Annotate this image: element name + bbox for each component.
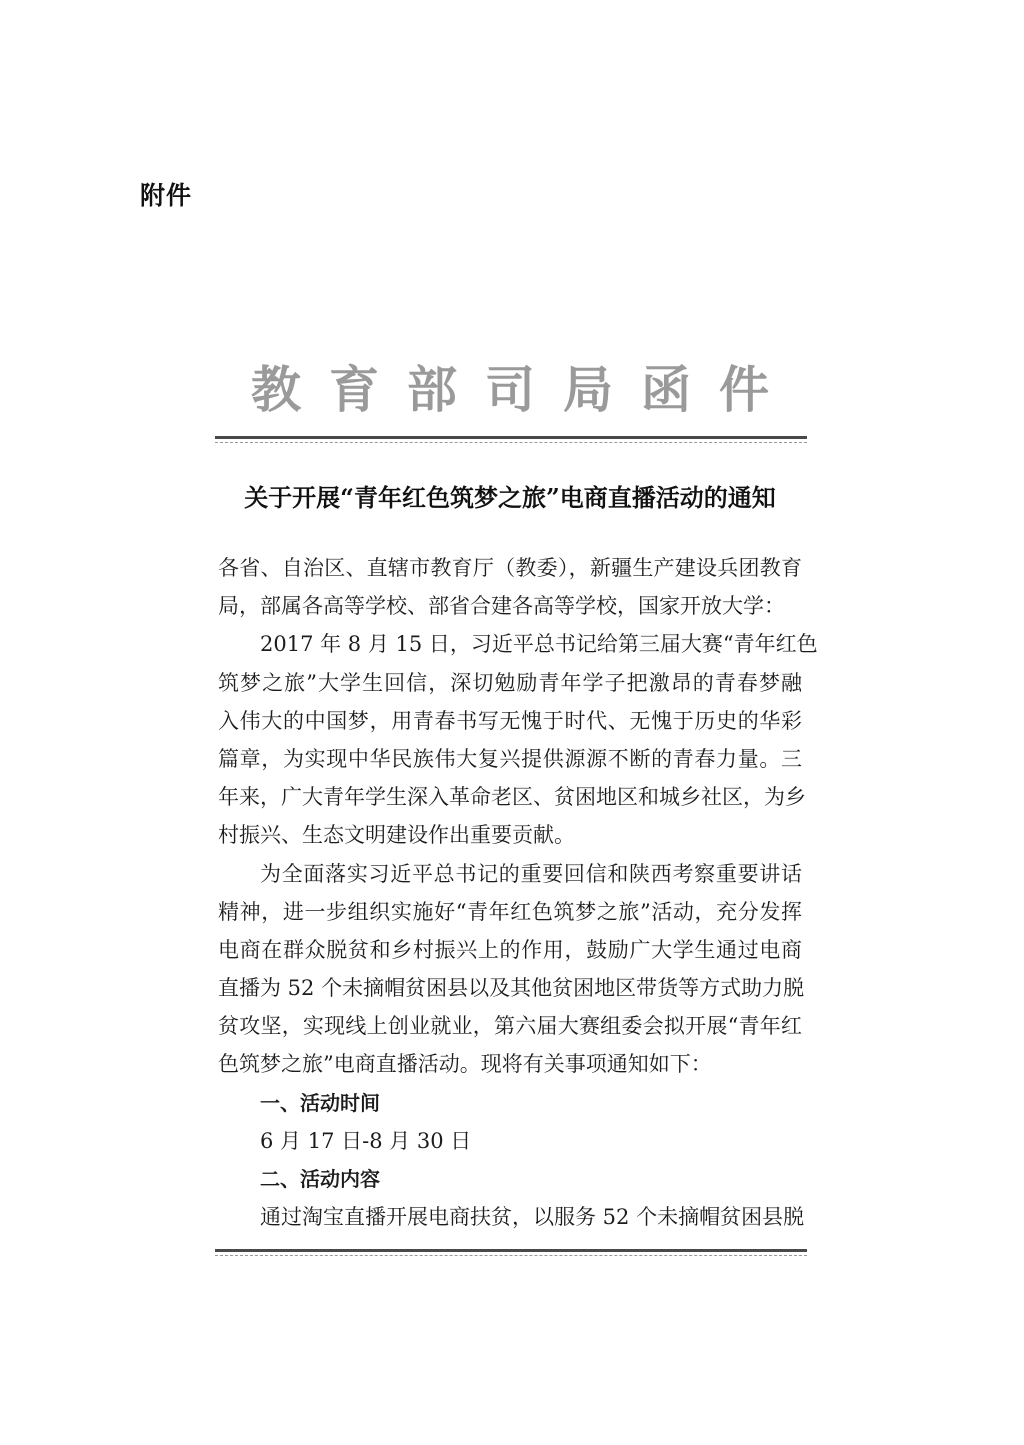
body-line: 贫攻坚，实现线上创业就业，第六届大赛组委会拟开展“青年红	[218, 1014, 802, 1039]
body-line: 电商在群众脱贫和乡村振兴上的作用，鼓励广大学生通过电商	[218, 937, 802, 962]
section-heading: 二、活动内容	[260, 1167, 380, 1191]
header-divider	[215, 436, 807, 439]
body-line: 年来，广大青年学生深入革命老区、贫困地区和城乡社区，为乡	[218, 785, 806, 810]
document-title: 关于开展“青年红色筑梦之旅”电商直播活动的通知	[244, 483, 776, 512]
body-line: 精神，进一步组织实施好“青年红色筑梦之旅”活动，充分发挥	[218, 899, 802, 924]
attachment-label: 附件	[140, 181, 193, 210]
body-line: 色筑梦之旅”电商直播活动。现将有关事项通知如下：	[218, 1052, 712, 1077]
body-line: 各省、自治区、直辖市教育厅（教委），新疆生产建设兵团教育	[218, 556, 802, 580]
body-line: 村振兴、生态文明建设作出重要贡献。	[218, 823, 575, 848]
body-line: 通过淘宝直播开展电商扶贫，以服务 52 个未摘帽贫困县脱	[260, 1205, 805, 1230]
footer-divider	[215, 1249, 807, 1252]
body-line: 2017 年 8 月 15 日，习近平总书记给第三届大赛“青年红色	[260, 632, 818, 657]
body-line: 6 月 17 日-8 月 30 日	[260, 1128, 472, 1153]
section-heading: 一、活动时间	[260, 1090, 380, 1115]
letterhead-masthead: 教育部司局函件	[251, 360, 797, 419]
body-line: 筑梦之旅”大学生回信，深切勉励青年学子把激昂的青春梦融	[218, 670, 802, 695]
document-body	[218, 549, 818, 1236]
body-line: 局，部属各高等学校、部省合建各高等学校，国家开放大学：	[218, 594, 785, 619]
body-line: 篇章，为实现中华民族伟大复兴提供源源不断的青春力量。三	[218, 746, 802, 771]
body-line: 入伟大的中国梦，用青春书写无愧于时代、无愧于历史的华彩	[218, 708, 802, 733]
body-line: 为全面落实习近平总书记的重要回信和陕西考察重要讲话	[260, 861, 802, 886]
body-line: 直播为 52 个未摘帽贫困县以及其他贫困地区带货等方式助力脱	[218, 976, 805, 1001]
